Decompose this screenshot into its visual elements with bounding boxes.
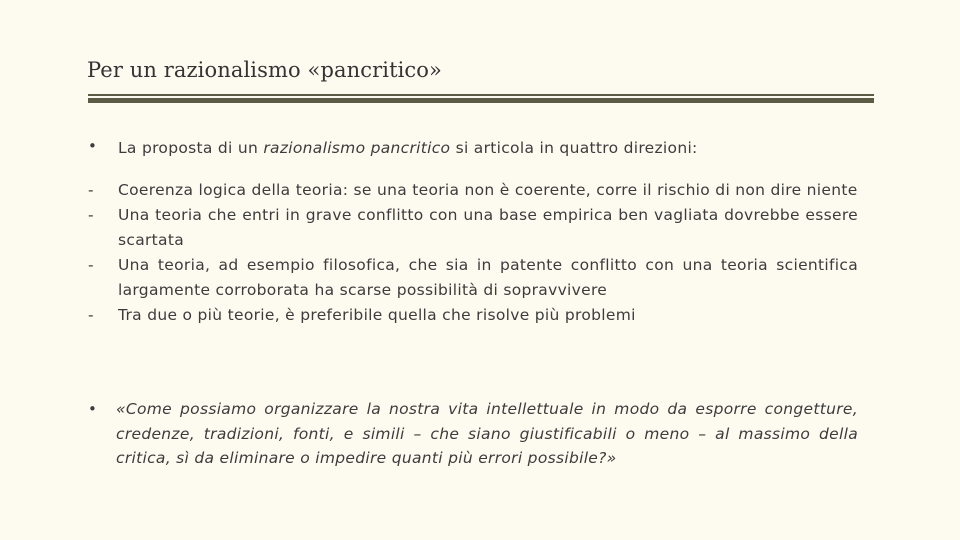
- dash-icon: -: [88, 206, 94, 224]
- list-item: [88, 303, 858, 328]
- intro-text: [118, 137, 698, 159]
- list-item: [88, 203, 858, 253]
- intro-text-after: si articola in quattro direzioni:: [450, 139, 698, 157]
- list-item-text: Una teoria, ad esempio filosofica, che sia in patente conflitto con una teoria scientifica largamente corroborata ha scarse possibilità di sopravvivere: [118, 256, 858, 299]
- dash-icon: -: [88, 181, 94, 199]
- quote-text: «Come possiamo organizzare la nostra vita intellettuale in modo da esporre congetture, credenze, tradizioni, fonti, e simili – che siano giustificabili o meno – al massimo della critica, sì da eliminare o impedire quanti più errori possibile?»: [116, 400, 858, 467]
- list-item-text: Coerenza logica della teoria: se una teoria non è coerente, corre il rischio di non dire niente: [118, 181, 858, 199]
- intro-text-emphasis: razionalismo pancritico: [263, 139, 451, 157]
- bullet-icon: •: [88, 400, 98, 418]
- slide-title: Per un razionalismo «pancritico»: [87, 58, 442, 82]
- title-underline-thin: [88, 94, 874, 96]
- bullet-icon: •: [88, 137, 98, 155]
- directions-list: [88, 178, 858, 328]
- list-item: [88, 253, 858, 303]
- list-item-text: Tra due o più teorie, è preferibile quella che risolve più problemi: [118, 306, 636, 324]
- intro-text-before: La proposta di un: [118, 139, 264, 157]
- list-item-text: Una teoria che entri in grave conflitto con una base empirica ben vagliata dovrebbe essere scartata: [118, 206, 858, 249]
- list-item: [88, 178, 858, 203]
- dash-icon: -: [88, 256, 94, 274]
- quote-bullet-item: [88, 397, 858, 471]
- title-underline-thick: [88, 98, 874, 103]
- dash-icon: -: [88, 306, 94, 324]
